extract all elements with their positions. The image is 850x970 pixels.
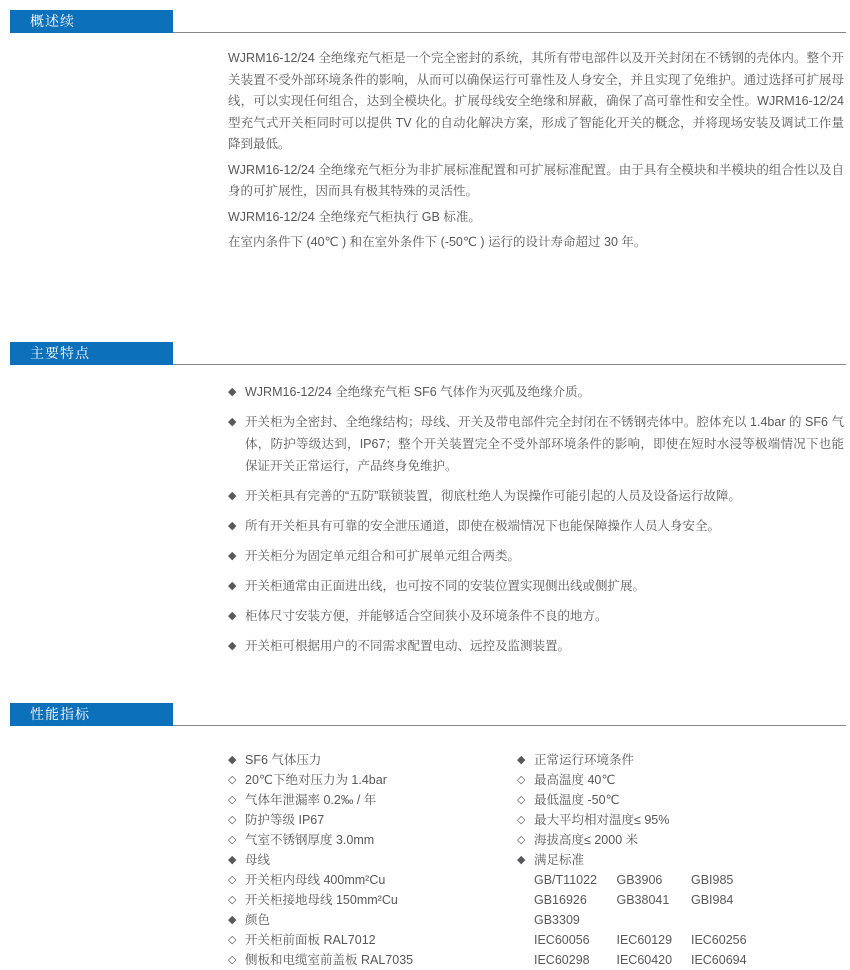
- section-overview: [0, 10, 850, 258]
- standards-cell: GB16926: [534, 893, 587, 907]
- feature-item: [228, 635, 844, 657]
- spec-text: 开关柜内母线 400mm²Cu: [245, 873, 386, 887]
- spec-row: [517, 750, 844, 770]
- spec-text: 最高温度 40℃: [534, 773, 616, 787]
- filled-diamond-bullet-icon: ◆: [228, 520, 237, 532]
- open-diamond-bullet-icon: ◇: [228, 814, 237, 826]
- spec-row: [228, 770, 517, 790]
- open-diamond-bullet-icon: ◇: [228, 834, 237, 846]
- spec-text: 防护等级 IP67: [245, 813, 325, 827]
- standards-cell: GB/T11022: [534, 873, 598, 887]
- open-diamond-bullet-icon: ◇: [517, 774, 526, 786]
- standards-cell: IEC60256: [690, 933, 747, 947]
- filled-diamond-bullet-icon: ◆: [517, 854, 526, 866]
- filled-diamond-bullet-icon: ◆: [228, 754, 237, 766]
- standards-row: [517, 950, 844, 970]
- feature-text: 所有开关柜具有可靠的安全泄压通道，即使在极端情况下也能保障操作人员人身安全。: [245, 519, 721, 533]
- overview-paragraph: 在室内条件下 (40℃ ) 和在室外条件下 (-50℃ ) 运行的设计寿命超过 30 年。: [228, 235, 647, 249]
- filled-diamond-bullet-icon: ◆: [228, 580, 237, 592]
- spec-row: [517, 770, 844, 790]
- feature-text: 开关柜分为固定单元组合和可扩展单元组合两类。: [245, 549, 521, 563]
- feature-text: WJRM16-12/24 全绝缘充气柜 SF6 气体作为灭弧及绝缘介质。: [245, 385, 591, 399]
- performance-body: [228, 726, 844, 970]
- open-diamond-bullet-icon: ◇: [517, 834, 526, 846]
- spec-text: 满足标准: [534, 853, 585, 867]
- spec-text: 开关柜接地母线 150mm²Cu: [245, 893, 398, 907]
- standards-row: [517, 890, 844, 910]
- performance-left-column: [228, 750, 517, 970]
- section-title: 性能指标: [30, 706, 90, 722]
- open-diamond-bullet-icon: ◇: [517, 794, 526, 806]
- spec-text: 海拔高度≤ 2000 米: [534, 833, 639, 847]
- feature-text: 柜体尺寸安装方便，并能够适合空间狭小及环境条件不良的地方。: [245, 609, 608, 623]
- spec-row: [228, 950, 517, 970]
- spec-row: [228, 930, 517, 950]
- feature-item: [228, 381, 844, 403]
- spec-row: [228, 850, 517, 870]
- spec-text: 开关柜前面板 RAL7012: [245, 933, 376, 947]
- overview-paragraph: WJRM16-12/24 全绝缘充气柜执行 GB 标准。: [228, 209, 481, 224]
- filled-diamond-bullet-icon: ◆: [228, 490, 237, 502]
- open-diamond-bullet-icon: ◇: [228, 874, 237, 886]
- section-performance: [0, 703, 850, 970]
- spec-row: [517, 830, 844, 850]
- open-diamond-bullet-icon: ◇: [228, 774, 237, 786]
- spec-row: [517, 850, 844, 870]
- standards-cell: IEC60056: [534, 933, 590, 947]
- spec-row: [228, 890, 517, 910]
- standards-cell: GB38041: [616, 893, 670, 907]
- features-body: [228, 365, 844, 657]
- feature-item: [228, 485, 844, 507]
- spec-text: 颜色: [245, 913, 271, 927]
- standards-cell: IEC60420: [616, 953, 673, 967]
- filled-diamond-bullet-icon: ◆: [228, 416, 237, 428]
- spec-row: [228, 810, 517, 830]
- spec-text: SF6 气体压力: [245, 753, 322, 767]
- filled-diamond-bullet-icon: ◆: [517, 754, 526, 766]
- standards-cell: IEC60129: [616, 933, 673, 947]
- standards-cell: IEC60298: [534, 953, 590, 967]
- standards-row: [517, 870, 844, 890]
- overview-body: [228, 33, 844, 254]
- feature-item: [228, 605, 844, 627]
- spec-text: 最大平均相对温度≤ 95%: [534, 813, 670, 827]
- spec-row: [517, 790, 844, 810]
- open-diamond-bullet-icon: ◇: [228, 894, 237, 906]
- spec-row: [228, 750, 517, 770]
- open-diamond-bullet-icon: ◇: [228, 954, 237, 966]
- filled-diamond-bullet-icon: ◆: [228, 854, 237, 866]
- open-diamond-bullet-icon: ◇: [228, 934, 237, 946]
- section-title: 概述续: [30, 13, 75, 29]
- feature-text: 开关柜通常由正面进出线，也可按不同的安装位置实现侧出线或侧扩展。: [245, 579, 646, 593]
- filled-diamond-bullet-icon: ◆: [228, 550, 237, 562]
- feature-item: [228, 411, 844, 477]
- filled-diamond-bullet-icon: ◆: [228, 640, 237, 652]
- section-title-bar: [10, 342, 173, 365]
- spec-text: 正常运行环境条件: [534, 753, 635, 767]
- feature-item: [228, 515, 844, 537]
- spec-row: [228, 830, 517, 850]
- spec-row: [228, 910, 517, 930]
- open-diamond-bullet-icon: ◇: [517, 814, 526, 826]
- spec-text: 最低温度 -50℃: [534, 793, 620, 807]
- spec-row: [517, 810, 844, 830]
- overview-paragraph: WJRM16-12/24 全绝缘充气柜分为非扩展标准配置和可扩展标准配置。由于具有全模块和半模块的组合性以及自身的可扩展性，因而具有极其特殊的灵活性。: [228, 162, 844, 198]
- feature-text: 开关柜具有完善的“五防”联锁装置，彻底杜绝人为误操作可能引起的人员及设备运行故障。: [245, 489, 741, 503]
- open-diamond-bullet-icon: ◇: [228, 794, 237, 806]
- section-title-bar: [10, 10, 173, 33]
- standards-row: [517, 930, 844, 950]
- section-features: [0, 342, 850, 665]
- feature-item: [228, 545, 844, 567]
- standards-cell: GBI985: [690, 873, 734, 887]
- section-title-bar: [10, 703, 173, 726]
- spec-text: 20℃下绝对压力为 1.4bar: [245, 773, 387, 787]
- section-features-header: [0, 342, 850, 365]
- feature-text: 开关柜可根据用户的不同需求配置电动、远控及监测装置。: [245, 639, 571, 653]
- spec-text: 气室不锈钢厚度 3.0mm: [245, 833, 375, 847]
- filled-diamond-bullet-icon: ◆: [228, 914, 237, 926]
- spec-text: 侧板和电缆室前盖板 RAL7035: [245, 953, 414, 967]
- standards-cell: GB3309: [534, 913, 580, 927]
- performance-right-column: [517, 750, 844, 970]
- filled-diamond-bullet-icon: ◆: [228, 610, 237, 622]
- section-title: 主要特点: [30, 345, 90, 361]
- spec-row: [228, 870, 517, 890]
- standards-row: [517, 910, 844, 930]
- spec-text: 气体年泄漏率 0.2‰ / 年: [245, 793, 377, 807]
- section-performance-header: [0, 703, 850, 726]
- feature-text: 开关柜为全密封、全绝缘结构；母线、开关及带电部件完全封闭在不锈钢壳体中。腔体充以 1.4bar 的 SF6 气体，防护等级达到，IP67；整个开关装置完全不受外部环境条件的影响，即使在短时水浸等极端情况下也能保证开关正常运行，产品终身免维护。: [245, 415, 844, 473]
- filled-diamond-bullet-icon: ◆: [228, 386, 237, 398]
- section-overview-header: [0, 10, 850, 33]
- feature-item: [228, 575, 844, 597]
- standards-cell: GB3906: [616, 873, 663, 887]
- standards-cell: GBI984: [690, 893, 734, 907]
- spec-row: [228, 790, 517, 810]
- overview-paragraph: WJRM16-12/24 全绝缘充气柜是一个完全密封的系统，其所有带电部件以及开关封闭在不锈钢的壳体内。整个开关装置不受外部环境条件的影响，从而可以确保运行可靠性及人身安全，并且实现了免维护。通过选择可扩展母线，可以实现任何组合，达到全模块化。扩展母线安全绝缘和屏蔽，确保了高可靠性和安全性。WJRM16-12/24 型充气式开关柜同时可以提供 TV 化的自动化解决方案，形成了智能化开关的概念，并将现场安装及调试工作量降到最低。: [228, 51, 844, 151]
- spec-text: 母线: [245, 853, 271, 867]
- standards-cell: IEC60694: [690, 953, 747, 967]
